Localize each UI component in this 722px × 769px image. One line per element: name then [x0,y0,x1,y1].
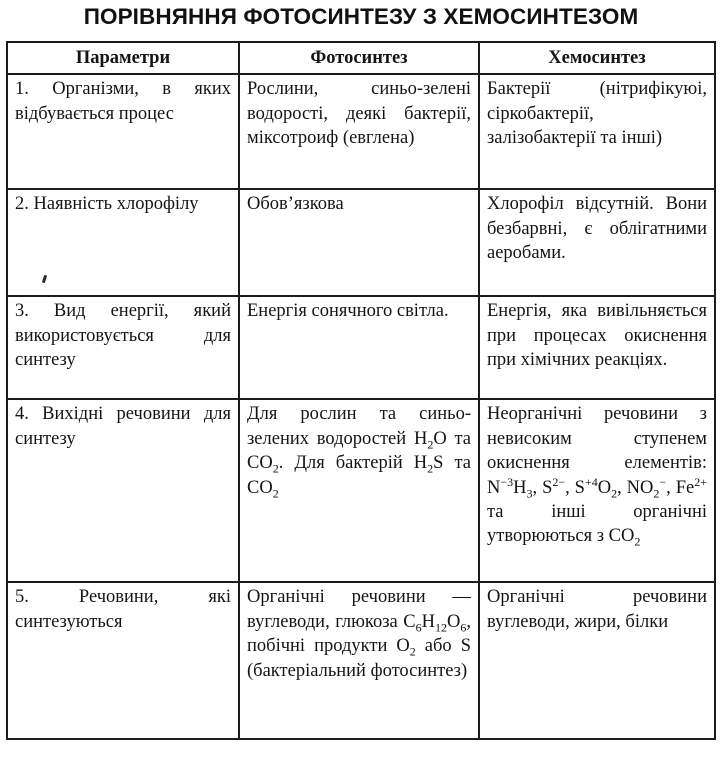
text-segment: H [421,611,435,632]
photosynthesis-cell: Енергія сонячного світла. [239,296,479,399]
chemosynthesis-cell [479,399,715,582]
subscript: 2 [409,644,416,659]
text-segment: O та CO [247,428,472,474]
text-segment: . Для бактерій H [278,453,428,474]
subscript: 2 [272,486,279,501]
comparison-table [6,41,716,740]
superscript: +4 [584,474,598,489]
text-segment: Для рослин та синьо-зелених водоростей H [247,404,471,449]
text-segment: S та CO [247,453,471,498]
photosynthesis-cell: Рослини, синьо-зелені водорості, деякі бактерії, міксотроиф (евглена) [239,74,479,189]
header-parameters: Параметри [7,42,239,74]
subscript: 2 [653,486,660,501]
subscript: 6 [415,620,422,635]
superscript: − [659,474,667,489]
text-segment: , побічні продукти O [247,611,471,657]
text-segment: , Fe [666,477,695,498]
header-chemosynthesis: Хемосинтез [479,42,715,74]
subscript: 2 [427,437,434,452]
subscript: 12 [435,620,447,635]
param-cell: 3. Вид енергії, який використовується для синтезу [7,296,239,399]
param-cell: 5. Речовини, які синтезуються [7,582,239,739]
text-segment: або S (бактеріальний фотосинтез) [247,636,471,681]
chemosynthesis-cell: Органічні речовини вуглеводи, жири, білки [479,582,715,739]
subscript: 2 [611,486,618,501]
superscript: −3 [500,474,514,489]
param-cell: 4. Вихідні речовини для синтезу [7,399,239,582]
table-row [7,74,715,189]
table-row [7,189,715,296]
table-row [7,399,715,582]
text-segment: Неорганічні речовини з невисоким ступенем окиснення елементів: N [487,404,707,498]
text-segment: , S [532,477,553,498]
chemosynthesis-cell: Бактерії (нітрифікуюі, сіркобактерії, залізобактерії та інші) [479,74,715,189]
page-title: ПОРІВНЯННЯ ФОТОСИНТЕЗУ З ХЕМОСИНТЕЗОМ [83,4,639,29]
text-segment: , S [565,477,585,498]
param-cell: 2. Наявність хлорофілу [7,189,239,296]
table-header-row [7,42,715,74]
text-segment: , NO [617,477,654,498]
subscript: 2 [427,461,434,476]
header-photosynthesis: Фотосинтез [239,42,479,74]
text-segment: H [513,477,527,498]
subscript: 3 [526,486,533,501]
text-segment: Органічні речовини — вуглеводи, глюкоза C [247,587,471,632]
text-segment: O [597,477,612,498]
subscript: 2 [272,461,279,476]
superscript: 2+ [694,474,707,489]
photosynthesis-cell: Обов’язкова [239,189,479,296]
text-segment: O [447,611,461,632]
photosynthesis-cell [239,582,479,739]
subscript: 2 [634,535,641,550]
table-row [7,582,715,739]
superscript: 2− [552,474,566,489]
chemosynthesis-cell: Енергія, яка вивільняється при процесах окиснення при хімічних реакціях. [479,296,715,399]
table-row [7,296,715,399]
text-segment: та інші органічні утворюються з CO [487,502,707,547]
photosynthesis-cell [239,399,479,582]
param-cell: 1. Організми, в яких відбувається процес [7,74,239,189]
chemosynthesis-cell: Хлорофіл відсутній. Вони безбарвні, є облігатними аеробами. [479,189,715,296]
subscript: 6 [460,620,467,635]
